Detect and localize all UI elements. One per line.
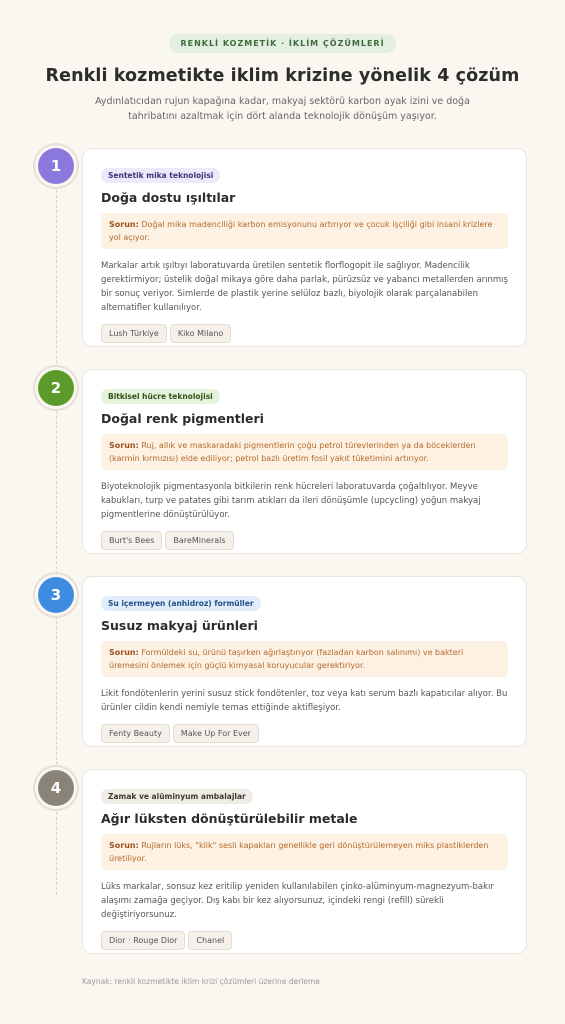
problem-box (101, 213, 508, 249)
brand-list (101, 931, 508, 950)
problem-label: Sorun: (109, 441, 139, 450)
problem-box (101, 641, 508, 677)
solution-card-1 (82, 148, 527, 347)
step-number-4: 4 (38, 770, 74, 806)
solution-tag: Zamak ve alüminyum ambalajlar (101, 789, 253, 804)
brand-list (101, 324, 508, 343)
solution-title: Doğal renk pigmentleri (101, 411, 264, 426)
brand-list (101, 531, 508, 550)
problem-box (101, 834, 508, 870)
step-number-1: 1 (38, 148, 74, 184)
problem-box (101, 434, 508, 470)
solution-card-4 (82, 769, 527, 954)
solution-card-2 (82, 369, 527, 554)
solution-description: Lüks markalar, sonsuz kez eritilip yeniden kullanılabilen çinko-alüminyum-magnezyum-bakır alaşımı zamağa geçiyor. Dış kabı bir kez alıyorsunuz, içindeki rengi (refill) sürekli değiştiriyorsunuz. (101, 882, 494, 920)
problem-label: Sorun: (109, 841, 139, 850)
page-title: Renkli kozmetikte iklim krizine yönelik 4 çözüm (45, 66, 520, 86)
solution-tag: Sentetik mika teknolojisi (101, 168, 220, 183)
step-number-2: 2 (38, 370, 74, 406)
solution-tag: Su içermeyen (anhidroz) formüller (101, 596, 261, 611)
solution-description: Biyoteknolojik pigmentasyonla bitkilerin renk hücreleri laboratuvarda çoğaltılıyor. Meyve kabukları, turp ve patates gibi tarım atıkları da ileri dönüşümle (upcycling) yoğun makyaj pigmentlerine dönüştürülüyor. (101, 482, 481, 520)
solution-title: Susuz makyaj ürünleri (101, 618, 258, 633)
solution-description: Markalar artık ışıltıyı laboratuvarda üretilen sentetik florflogopit ile sağlıyor. Madencilik gerektirmiyor; üstelik doğal mikaya göre daha parlak, pürüzsüz ve yabancı metallerden arınmış bir sonuç veriyor. Simlerde de plastik yerine selüloz bazlı, biyolojik olarak parçalanabilen alternatifler kullanılıyor. (101, 261, 508, 313)
brand-list (101, 724, 508, 743)
brand-chip: Dior · Rouge Dior (101, 931, 185, 950)
brand-chip: BareMinerals (165, 531, 233, 550)
step-number-3: 3 (38, 577, 74, 613)
problem-text: Ruj, allık ve maskaradaki pigmentlerin çoğu petrol türevlerinden ya da böceklerden (karmin kırmızısı) elde ediliyor; petrol bazlı üretim fosil yakıt tüketimini artırıyor. (109, 441, 476, 463)
problem-label: Sorun: (109, 648, 139, 657)
solution-description: Likit fondötenlerin yerini susuz stick fondötenler, toz veya katı serum bazlı kapatıcılar alıyor. Bu ürünler cildin kendi nemiyle temas ettiğinde aktifleşiyor. (101, 689, 508, 713)
solution-tag: Bitkisel hücre teknolojisi (101, 389, 220, 404)
brand-chip: Burt's Bees (101, 531, 162, 550)
brand-chip: Lush Türkiye (101, 324, 167, 343)
brand-chip: Chanel (188, 931, 232, 950)
problem-text: Rujların lüks, "klik" sesli kapakları genellikle geri dönüştürülemeyen miks plastiklerden üretiliyor. (109, 841, 489, 863)
solution-card-3 (82, 576, 527, 747)
source-note: Kaynak: renkli kozmetikte iklim krizi çözümleri üzerine derleme (82, 977, 320, 986)
brand-chip: Kiko Milano (170, 324, 231, 343)
problem-label: Sorun: (109, 220, 139, 229)
solution-title: Doğa dostu ışıltılar (101, 190, 236, 205)
problem-text: Doğal mika madenciliği karbon emisyonunu artırıyor ve çocuk işçiliği gibi insani krizlere yol açıyor. (109, 220, 493, 242)
problem-text: Formüldeki su, ürünü taşırken ağırlaştırıyor (fazladan karbon salınımı) ve bakteri üremesini önlemek için güçlü kimyasal koruyucular gerektiriyor. (109, 648, 464, 670)
solution-title: Ağır lüksten dönüştürülebilir metale (101, 811, 358, 826)
brand-chip: Make Up For Ever (173, 724, 259, 743)
page-subtitle: Aydınlatıcıdan rujun kapağına kadar, makyaj sektörü karbon ayak izini ve doğa tahribatını azaltmak için dört alanda teknolojik dönüşüm yaşıyor. (95, 96, 470, 122)
brand-chip: Fenty Beauty (101, 724, 170, 743)
category-pill: RENKLİ KOZMETİK · İKLİM ÇÖZÜMLERİ (169, 34, 395, 53)
